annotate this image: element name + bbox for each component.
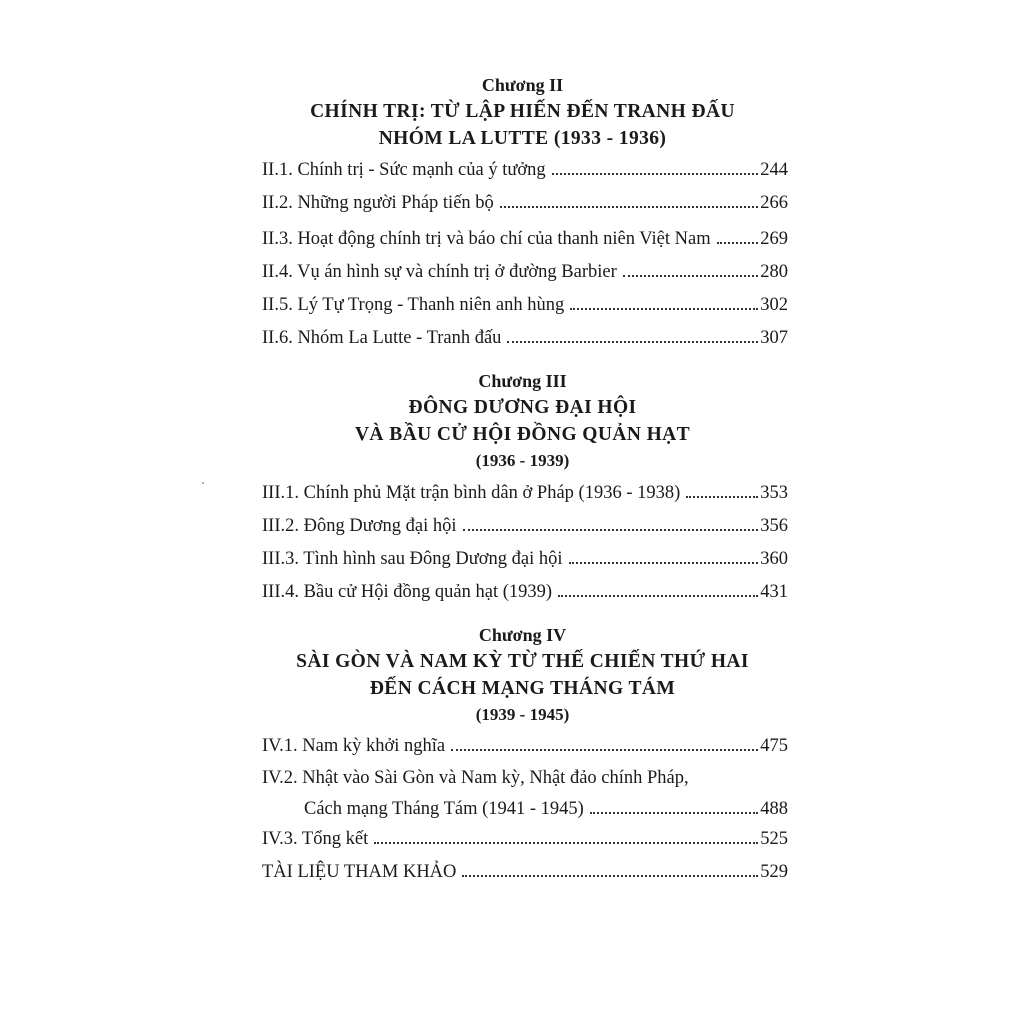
toc-entry-title: II.1. Chính trị - Sức mạnh của ý tưởng <box>262 160 546 180</box>
toc-entry[interactable] <box>262 158 788 182</box>
toc-entry-title: III.4. Bầu cử Hội đồng quản hạt (1939) <box>262 582 553 602</box>
toc-entry-page: 353 <box>760 483 788 503</box>
toc-entry[interactable] <box>262 547 788 571</box>
chapter-title-line: SÀI GÒN VÀ NAM KỲ TỪ THẾ CHIẾN THỨ HAI <box>296 651 749 672</box>
toc-entry[interactable] <box>262 580 788 604</box>
leader-dots <box>570 293 758 310</box>
leader-dots <box>558 580 758 597</box>
toc-entry[interactable] <box>262 227 788 251</box>
toc-entry-title: II.6. Nhóm La Lutte - Tranh đấu <box>262 328 502 348</box>
chapter-3-heading <box>250 368 795 474</box>
toc-entry-page: 269 <box>760 229 788 249</box>
leader-dots <box>569 547 759 564</box>
toc-entry[interactable] <box>262 260 788 284</box>
toc-entry-title: II.5. Lý Tự Trọng - Thanh niên anh hùng <box>262 295 565 315</box>
chapter-years: (1936 - 1939) <box>475 451 570 470</box>
leader-dots <box>451 734 758 751</box>
toc-entry-page: 307 <box>760 328 788 348</box>
toc-entry-title: IV.3. Tổng kết <box>262 829 369 849</box>
toc-entry-page: 280 <box>760 262 788 282</box>
toc-entry-page: 360 <box>760 549 788 569</box>
toc-entry-title: TÀI LIỆU THAM KHẢO <box>262 862 457 882</box>
chapter-label: Chương III <box>478 371 567 391</box>
chapter-title-line: CHÍNH TRỊ: TỪ LẬP HIẾN ĐẾN TRANH ĐẤU <box>310 101 735 122</box>
toc-entry-title: III.3. Tình hình sau Đông Dương đại hội <box>262 549 563 569</box>
leader-dots <box>590 797 758 814</box>
leader-dots <box>717 227 759 244</box>
toc-entry-page: 529 <box>760 862 788 882</box>
chapter-title-line: ĐÔNG DƯƠNG ĐẠI HỘI <box>408 397 637 418</box>
leader-dots <box>552 158 759 175</box>
leader-dots <box>463 514 759 531</box>
chapter-title-line: VÀ BẦU CỬ HỘI ĐỒNG QUẢN HẠT <box>354 424 691 445</box>
leader-dots <box>500 191 758 208</box>
leader-dots <box>686 481 758 498</box>
toc-entry-title: IV.1. Nam kỳ khởi nghĩa <box>262 736 446 756</box>
toc-entry-references[interactable] <box>262 860 788 884</box>
toc-entry[interactable] <box>262 191 788 215</box>
toc-entry-page: 488 <box>760 799 788 819</box>
chapter-4-heading <box>250 622 795 728</box>
toc-entry-title: II.4. Vụ án hình sự và chính trị ở đường Barbier <box>262 262 617 282</box>
toc-entry-page: 431 <box>760 582 788 602</box>
toc-entry[interactable] <box>262 734 788 758</box>
toc-entry[interactable] <box>262 827 788 851</box>
leader-dots <box>623 260 759 277</box>
chapter-title-line: ĐẾN CÁCH MẠNG THÁNG TÁM <box>369 678 676 699</box>
leader-dots <box>462 860 758 877</box>
toc-entry-page: 525 <box>760 829 788 849</box>
chapter-label: Chương II <box>481 75 564 95</box>
toc-entry-page: 302 <box>760 295 788 315</box>
toc-entry[interactable] <box>262 326 788 350</box>
toc-entry-page: 244 <box>760 160 788 180</box>
chapter-label: Chương IV <box>478 625 567 645</box>
toc-entry-page: 475 <box>760 736 788 756</box>
toc-entry-page: 266 <box>760 193 788 213</box>
toc-entry-title: III.1. Chính phủ Mặt trận bình dân ở Pháp (1936 - 1938) <box>262 483 681 503</box>
chapter-years: (1939 - 1945) <box>475 705 570 724</box>
toc-entry-page: 356 <box>760 516 788 536</box>
toc-entry-title-line1: IV.2. Nhật vào Sài Gòn và Nam kỳ, Nhật đảo chính Pháp, <box>262 768 689 788</box>
leader-dots <box>507 326 758 343</box>
toc-entry-title: II.2. Những người Pháp tiến bộ <box>262 193 494 213</box>
leader-dots <box>374 827 758 844</box>
toc-entry-title-line2: Cách mạng Tháng Tám (1941 - 1945) <box>304 799 584 819</box>
toc-entry[interactable] <box>262 514 788 538</box>
chapter-2-heading <box>250 72 795 152</box>
paper-speck <box>202 482 204 484</box>
toc-entry-title: III.2. Đông Dương đại hội <box>262 516 457 536</box>
toc-entry-two-line[interactable] <box>262 763 788 825</box>
toc-entry-title: II.3. Hoạt động chính trị và báo chí của thanh niên Việt Nam <box>262 229 711 249</box>
chapter-title-line: NHÓM LA LUTTE (1933 - 1936) <box>378 128 667 149</box>
toc-entry[interactable] <box>262 293 788 317</box>
toc-entry[interactable] <box>262 481 788 505</box>
